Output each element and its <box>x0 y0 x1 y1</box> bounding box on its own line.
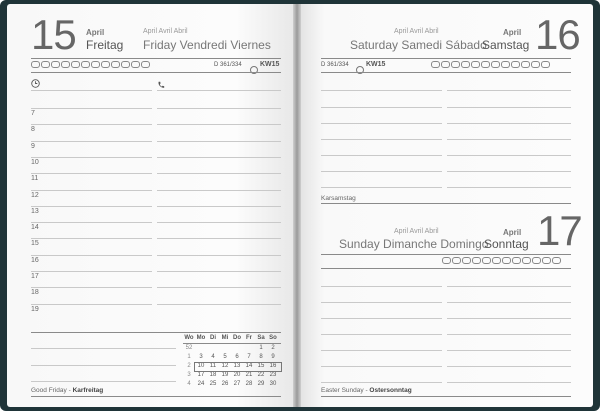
current-week-highlight <box>194 362 282 372</box>
month-strip-sat <box>431 61 550 68</box>
book-gutter <box>293 4 301 407</box>
day-number-sat: 16 <box>535 11 580 58</box>
hour-label: 12 <box>31 191 39 199</box>
calendar-cell: 9 <box>271 354 275 360</box>
calendar-cell: 25 <box>209 381 217 387</box>
calendar-cell: 26 <box>221 381 229 387</box>
mini-calendar <box>183 335 283 391</box>
multilang-days-sun: Sunday Dimanche Domingo <box>339 237 489 251</box>
calendar-header: Wo <box>184 335 194 341</box>
calendar-cell: 2 <box>271 345 275 351</box>
calendar-cell: 13 <box>233 363 241 369</box>
week-number: KW15 <box>260 61 280 68</box>
calendar-cell: 52 <box>185 345 193 351</box>
month-label-sun: April <box>503 228 522 237</box>
calendar-cell: 29 <box>257 381 265 387</box>
calendar-cell: 5 <box>223 354 227 360</box>
multilang-days: Friday Vendredi Viernes <box>143 38 271 52</box>
calendar-header: Fr <box>246 335 252 341</box>
calendar-cell: 7 <box>247 354 251 360</box>
day-name-sat: Samstag <box>482 38 530 52</box>
calendar-cell: 15 <box>257 363 265 369</box>
hour-label: 16 <box>31 256 39 264</box>
phone-icon <box>157 76 165 94</box>
calendar-cell: 4 <box>187 381 191 387</box>
hour-label: 17 <box>31 273 39 280</box>
calendar-cell: 19 <box>221 372 229 378</box>
calendar-cell: 1 <box>187 354 191 360</box>
multilang-month-sun: April Avril Abril <box>394 228 439 235</box>
hour-label: 19 <box>31 305 39 313</box>
calendar-cell: 11 <box>209 363 217 369</box>
calendar-cell: 16 <box>269 363 277 369</box>
left-page <box>7 4 293 407</box>
calendar-cell: 20 <box>233 372 241 378</box>
calendar-cell: 3 <box>199 354 203 360</box>
day-count: D 361/334 <box>214 62 242 68</box>
month-strip-sun <box>442 257 561 264</box>
calendar-cell: 10 <box>197 363 205 369</box>
hour-label: 8 <box>31 126 35 134</box>
calendar-cell: 22 <box>257 372 265 378</box>
calendar-header: So <box>269 335 277 341</box>
calendar-header: Di <box>210 335 216 341</box>
hour-label: 18 <box>31 289 39 297</box>
moon-phase-icon-sat <box>356 61 364 79</box>
week-number-sat: KW15 <box>366 61 386 68</box>
hour-label: 14 <box>31 224 39 232</box>
calendar-cell: 24 <box>197 381 205 387</box>
month-label-sat: April <box>503 28 522 37</box>
multilang-month: April Avril Abril <box>143 28 188 35</box>
day-name: Freitag <box>86 38 124 52</box>
hour-label: 13 <box>31 207 39 215</box>
hour-label: 15 <box>31 240 39 248</box>
calendar-cell: 30 <box>269 381 277 387</box>
hour-label: 10 <box>31 158 39 166</box>
holiday-label: Good Friday - Karfreitag <box>31 387 104 394</box>
calendar-cell: 18 <box>209 372 217 378</box>
saturday-note: Karsamstag <box>321 195 356 202</box>
right-page <box>301 4 593 407</box>
calendar-cell: 2 <box>187 363 191 369</box>
calendar-cell: 12 <box>221 363 229 369</box>
calendar-cell: 28 <box>245 381 253 387</box>
calendar-cell: 17 <box>197 372 205 378</box>
day-number: 15 <box>31 11 76 58</box>
calendar-cell: 23 <box>269 372 277 378</box>
day-count-sat: D 361/334 <box>321 62 349 68</box>
calendar-cell: 21 <box>245 372 253 378</box>
month-label: April <box>86 28 105 37</box>
calendar-header: Sa <box>257 335 265 341</box>
calendar-header: Mi <box>221 335 229 341</box>
holiday-label-sun: Easter Sunday - Ostersonntag <box>321 387 412 394</box>
calendar-cell: 8 <box>259 354 263 360</box>
calendar-cell: 4 <box>211 354 215 360</box>
hour-label: 7 <box>31 110 35 117</box>
calendar-header: Mo <box>196 335 206 341</box>
calendar-cell: 3 <box>187 372 191 378</box>
multilang-days-sat: Saturday Samedi Sábado <box>350 38 487 52</box>
calendar-cell: 14 <box>245 363 253 369</box>
day-number-sun: 17 <box>537 207 582 254</box>
calendar-cell: 6 <box>235 354 239 360</box>
moon-phase-icon <box>250 61 258 79</box>
day-name-sun: Sonntag <box>484 237 529 251</box>
multilang-month-sat: April Avril Abril <box>394 28 439 35</box>
calendar-cell: 1 <box>259 345 263 351</box>
hour-label: 9 <box>31 142 35 150</box>
calendar-header: Do <box>233 335 241 341</box>
month-strip <box>31 61 150 68</box>
calendar-cell: 27 <box>233 381 241 387</box>
hour-label: 11 <box>31 175 39 183</box>
